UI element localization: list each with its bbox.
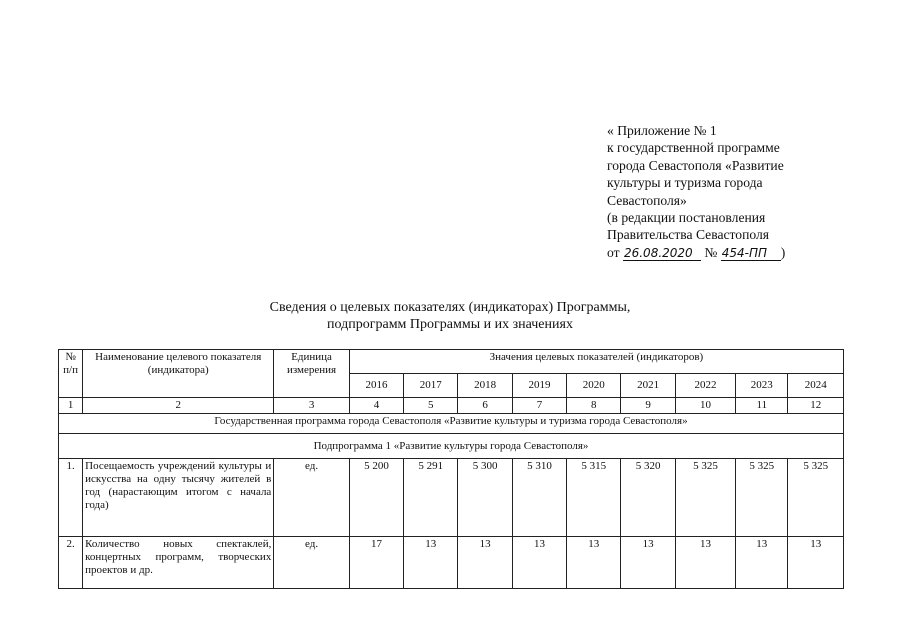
column-number: 6 [458,398,512,414]
row-value: 13 [675,537,735,589]
column-number: 9 [621,398,675,414]
year-header: 2022 [675,374,735,398]
year-header: 2018 [458,374,512,398]
indicators-table [58,349,844,589]
program-title-row [59,414,844,434]
column-number: 10 [675,398,735,414]
handwritten-date: 26.08.2020 [623,247,701,261]
date-prefix: от [607,244,620,260]
row-value: 13 [788,537,844,589]
year-header: 2024 [788,374,844,398]
row-value: 5 200 [349,459,403,537]
appendix-line: « Приложение № 1 [607,123,717,138]
row-num: 2. [59,537,83,589]
column-number: 2 [83,398,274,414]
row-name: Посещаемость учреждений культуры и искусства на одну тысячу жителей в год (нарастающим итогом с начала года) [83,459,274,537]
row-value: 5 310 [512,459,566,537]
row-value: 5 325 [788,459,844,537]
closing-paren: ) [780,244,786,260]
title-line-2: подпрограмм Программы и их значениях [327,317,573,332]
appendix-line: к государственной программе [607,140,780,156]
document-title [200,299,700,333]
row-unit: ед. [274,459,349,537]
number-prefix: № [704,244,718,260]
column-number: 8 [567,398,621,414]
column-number: 12 [788,398,844,414]
header-row [59,350,844,374]
column-number: 7 [512,398,566,414]
row-value: 5 291 [404,459,458,537]
appendix-line: города Севастополя «Развитие [607,157,784,173]
column-number: 5 [404,398,458,414]
year-header: 2023 [736,374,788,398]
row-value: 5 325 [736,459,788,537]
row-num: 1. [59,459,83,537]
program-title: Государственная программа города Севастополя «Развитие культуры и туризма города Севастополя» [59,414,844,434]
table-row [59,459,844,537]
column-number: 4 [349,398,403,414]
row-value: 5 315 [567,459,621,537]
appendix-block [607,122,867,261]
row-value: 5 300 [458,459,512,537]
row-value: 13 [567,537,621,589]
appendix-line: Севастополя» [607,192,687,208]
row-value: 13 [458,537,512,589]
year-header: 2021 [621,374,675,398]
appendix-line: (в редакции постановления [607,210,766,226]
row-unit: ед. [274,537,349,589]
appendix-line: Правительства Севастополя [607,227,770,243]
year-header: 2017 [404,374,458,398]
header-unit: Единица измерения [274,350,349,398]
row-value: 13 [621,537,675,589]
row-value: 13 [512,537,566,589]
year-header: 2020 [567,374,621,398]
handwritten-number: 454-ПП [721,247,781,261]
row-name: Количество новых спектаклей, концертных программ, творческих проектов и др. [83,537,274,589]
row-value: 5 325 [675,459,735,537]
column-number: 1 [59,398,83,414]
appendix-line: культуры и туризма города [607,175,763,191]
year-header: 2016 [349,374,403,398]
subprogram-title-row [59,434,844,459]
column-number: 3 [274,398,349,414]
year-header: 2019 [512,374,566,398]
header-name: Наименование целевого показателя (индикатора) [83,350,274,398]
title-line-1: Сведения о целевых показателях (индикаторах) Программы, [269,300,631,315]
header-values-group: Значения целевых показателей (индикаторов) [349,350,843,374]
table-row [59,537,844,589]
row-value: 13 [404,537,458,589]
row-value: 5 320 [621,459,675,537]
row-value: 13 [736,537,788,589]
column-number-row [59,398,844,414]
column-number: 11 [736,398,788,414]
header-num: № п/п [59,350,83,398]
appendix-date-line [607,244,867,261]
row-value: 17 [349,537,403,589]
subprogram-title: Подпрограмма 1 «Развитие культуры города Севастополя» [59,434,844,459]
